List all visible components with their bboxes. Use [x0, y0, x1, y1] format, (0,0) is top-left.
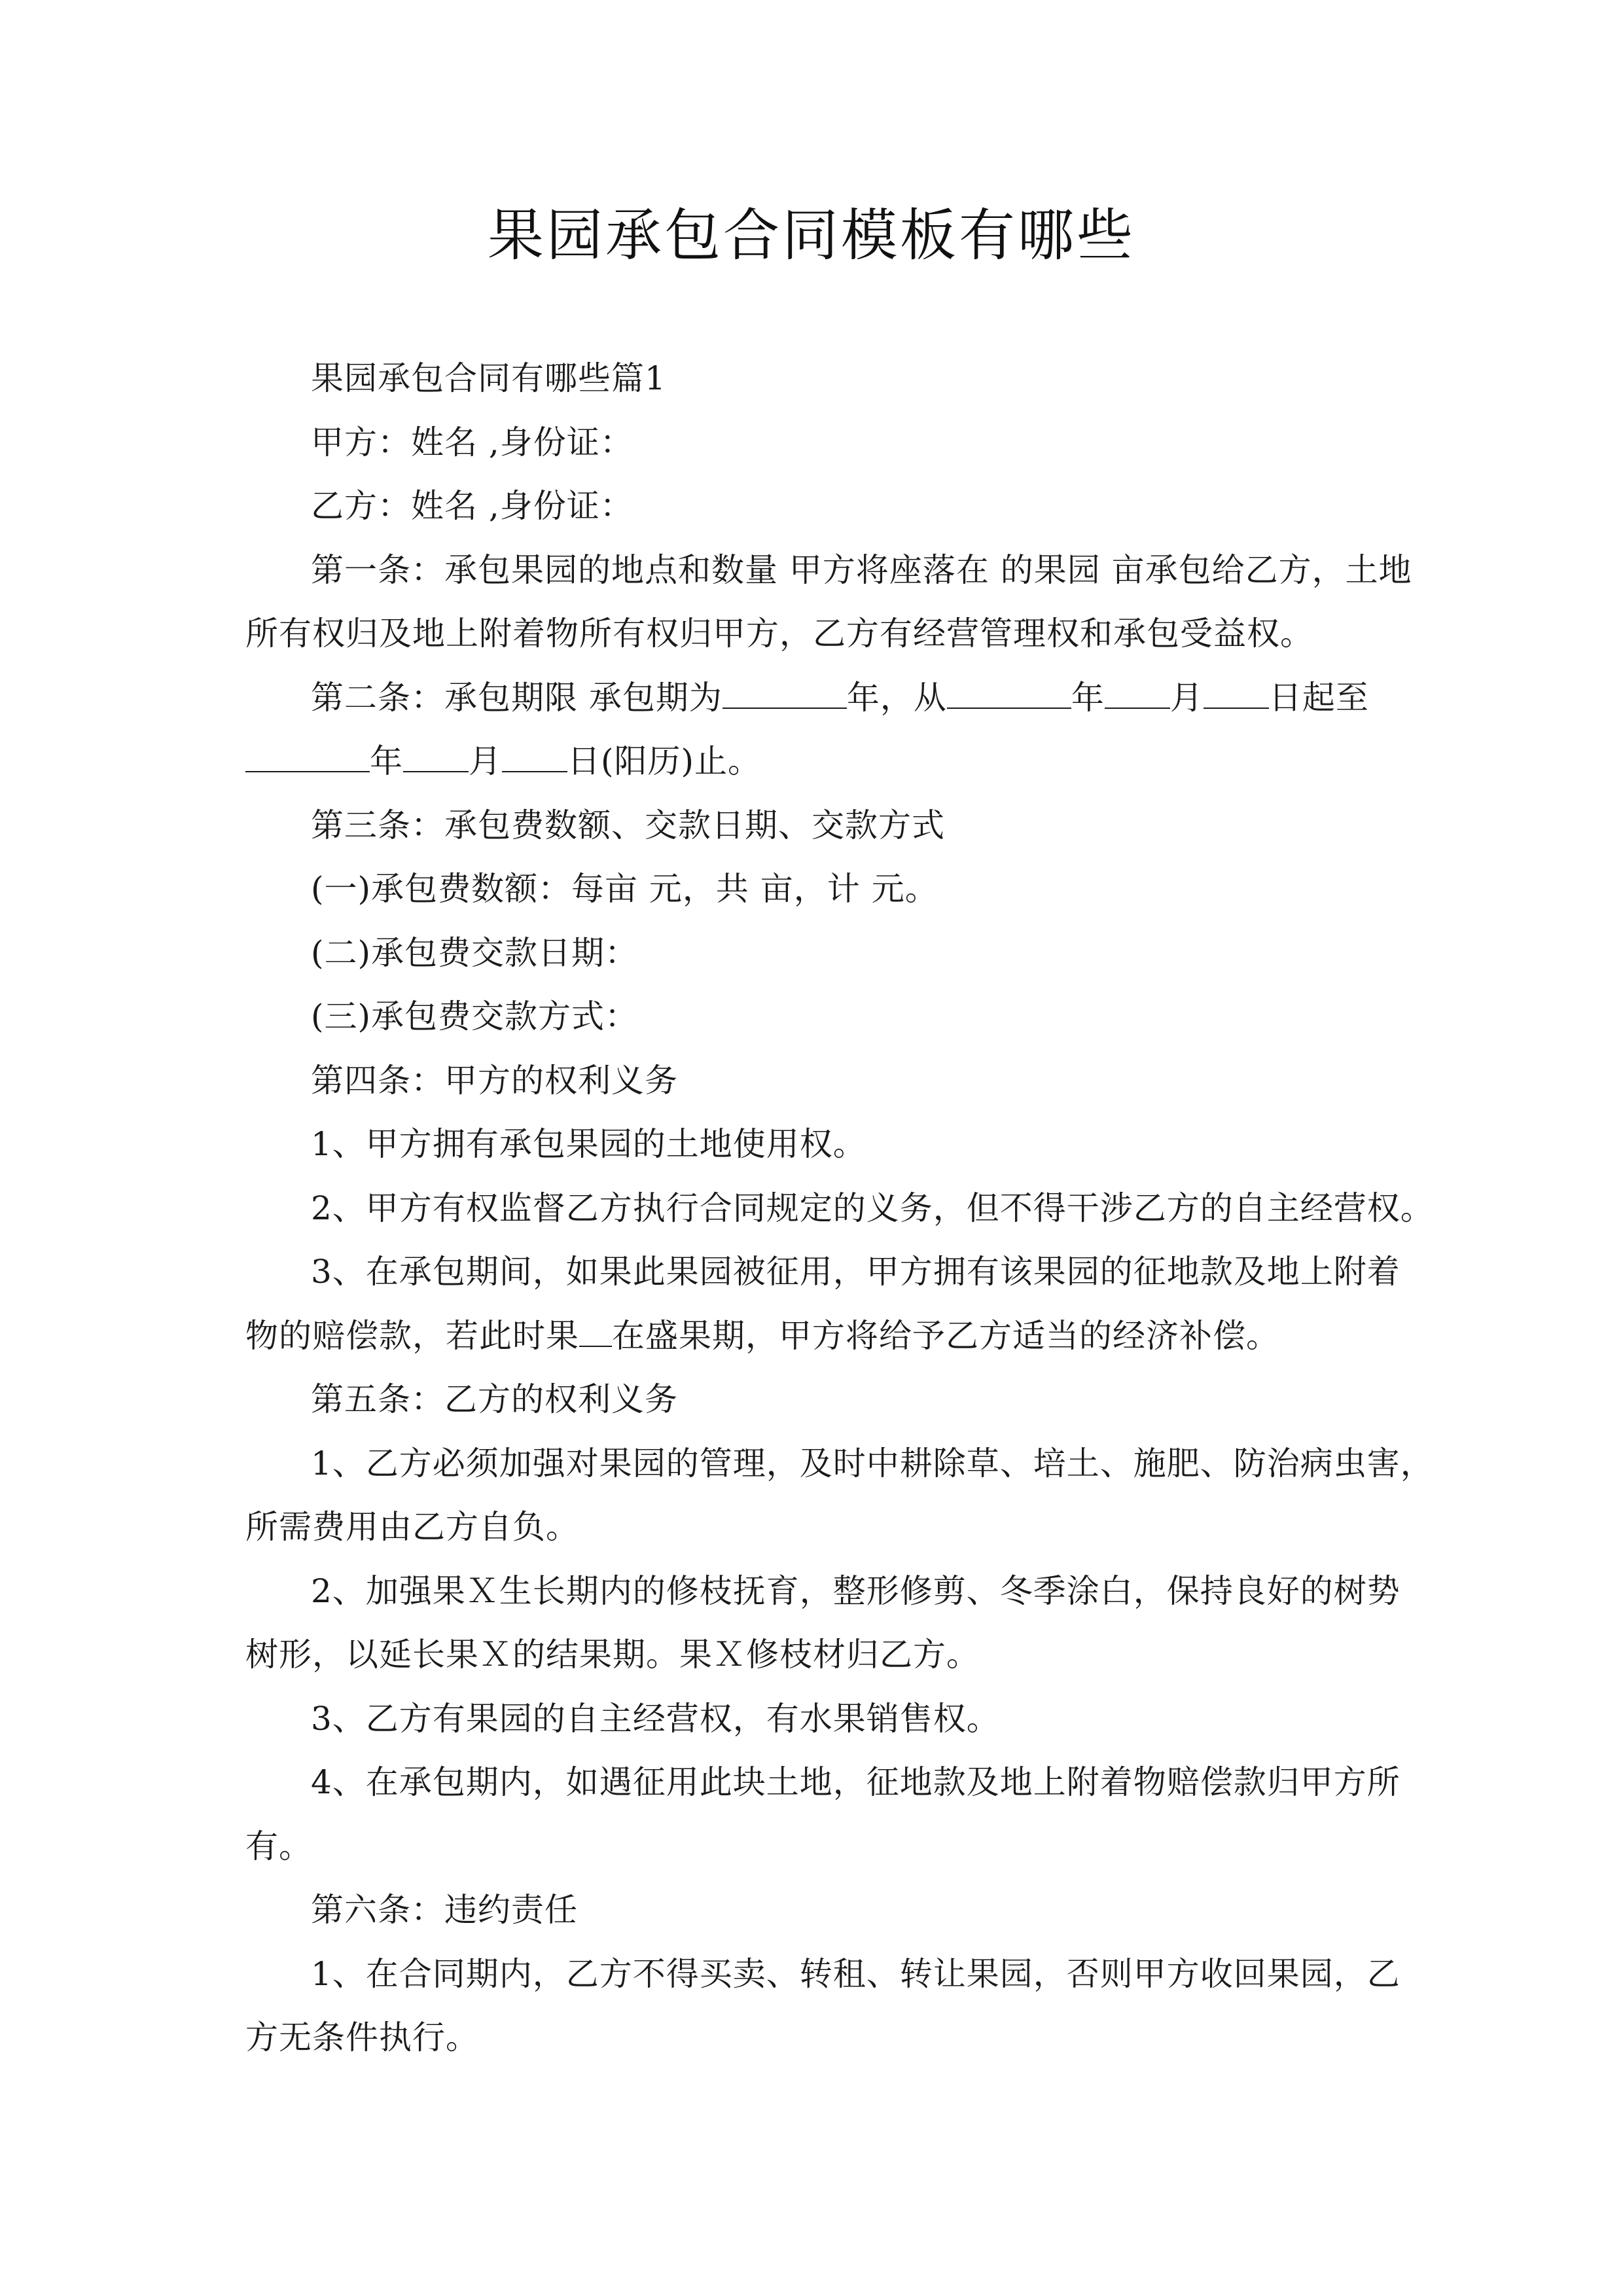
end-year-blank [245, 745, 370, 772]
article-6-item-1-line-2: 方无条件执行。 [245, 2018, 479, 2056]
article-4-heading: 第四条：甲方的权利义务 [311, 1061, 678, 1100]
article-3-heading: 第三条：承包费数额、交款日期、交款方式 [311, 806, 945, 844]
article-3-item-3: (三)承包费交款方式： [311, 997, 639, 1035]
party-a-line: 甲方：姓名 ,身份证： [311, 423, 633, 461]
end-month-blank [403, 745, 469, 772]
start-year-blank [947, 681, 1071, 709]
article-2-text-c: 年 [1071, 678, 1105, 717]
end-day-blank [502, 745, 567, 772]
article-4-item-3-line-2 [245, 1304, 1381, 1369]
start-day-blank [1204, 681, 1269, 709]
article-1-line-2: 所有权归及地上附着物所有权归甲方，乙方有经营管理权和承包受益权。 [245, 615, 1313, 653]
article-2-line-2 [245, 730, 1381, 794]
article-5-item-2-line-2: 树形，以延长果Ｘ的结果期。果Ｘ修枝材归乙方。 [245, 1636, 980, 1674]
article-6-heading: 第六条：违约责任 [311, 1891, 578, 1929]
article-2-text-f: 年 [370, 742, 403, 780]
article-5-item-4-line-2: 有。 [245, 1827, 312, 1865]
article-2-text-b: 年，从 [846, 678, 947, 717]
article-2-text-h: 日(阳历)止。 [567, 742, 762, 780]
article-4-item-2: 2、甲方有权监督乙方执行合同规定的义务，但不得干涉乙方的自主经营权。 [311, 1189, 1434, 1227]
party-b-line: 乙方：姓名 ,身份证： [311, 487, 633, 525]
article-2-text-d: 月 [1169, 678, 1204, 717]
article-3-item-1: (一)承包费数额：每亩 元，共 亩，计 元。 [311, 870, 938, 908]
fruit-blank [579, 1319, 612, 1347]
article-4-item-1: 1、甲方拥有承包果园的土地使用权。 [311, 1125, 866, 1163]
article-1-line-1: 第一条：承包果园的地点和数量 甲方将座落在 的果园 亩承包给乙方，土地 [311, 550, 1412, 589]
article-5-item-1-line-2: 所需费用由乙方自负。 [245, 1508, 579, 1546]
article-2-text-e: 日起至 [1268, 678, 1369, 717]
article-5-heading: 第五条：乙方的权利义务 [311, 1380, 678, 1418]
article-4-item-3-text-a: 物的赔偿款，若此时果 [245, 1316, 579, 1355]
article-5-item-1-line-1: 1、乙方必须加强对果园的管理，及时中耕除草、培土、施肥、防治病虫害， [311, 1444, 1434, 1482]
document-body [245, 347, 1434, 2070]
article-2-text-a: 第二条：承包期限 承包期为 [311, 678, 722, 717]
article-5-item-3: 3、乙方有果园的自主经营权，有水果销售权。 [311, 1699, 1000, 1738]
article-2-line-1 [245, 666, 1381, 730]
article-2-text-g: 月 [469, 742, 502, 780]
article-5-item-2-line-1: 2、加强果Ｘ生长期内的修枝抚育，整形修剪、冬季涂白，保持良好的树势 [311, 1571, 1400, 1610]
term-years-blank [722, 681, 847, 709]
article-5-item-4-line-1: 4、在承包期内，如遇征用此块土地，征地款及地上附着物赔偿款归甲方所 [311, 1763, 1400, 1801]
article-4-item-3-line-1: 3、在承包期间，如果此果园被征用，甲方拥有该果园的征地款及地上附着 [311, 1253, 1400, 1291]
article-3-item-2: (二)承包费交款日期： [311, 933, 639, 972]
article-4-item-3-text-b: 在盛果期，甲方将给予乙方适当的经济补偿。 [612, 1316, 1279, 1355]
section-heading: 果园承包合同有哪些篇1 [311, 359, 666, 397]
article-6-item-1-line-1: 1、在合同期内，乙方不得买卖、转租、转让果园，否则甲方收回果园，乙 [311, 1954, 1400, 1993]
start-month-blank [1105, 681, 1170, 709]
document-title: 果园承包合同模板有哪些 [488, 203, 1135, 268]
